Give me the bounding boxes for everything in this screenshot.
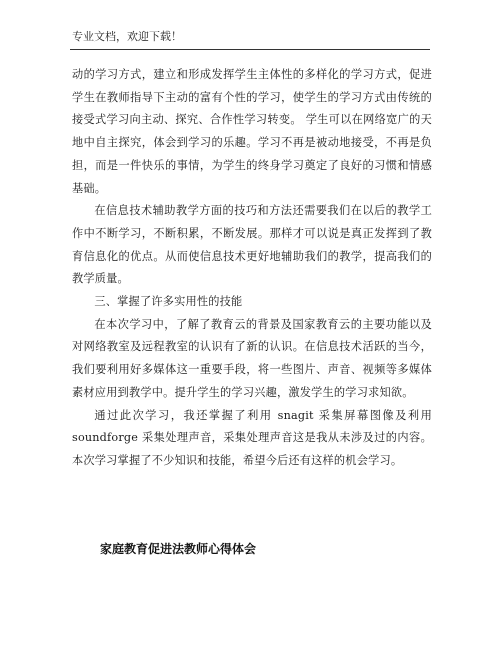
- next-article-title: 家庭教育促进法教师心得体会: [100, 542, 257, 556]
- section-heading-skills: 三、掌握了许多实用性的技能: [94, 295, 243, 309]
- page-header: 专业文档，欢迎下载！: [72, 30, 182, 43]
- paragraph-education-cloud: 在本次学习中，了解了教育云的背景及国家教育云的主要功能以及对网络教室及远程教室的认识有了新的认识。在信息技术活跃的当今，我们要利用好多媒体这一重要手段，将一些图片、声音、视频等多媒体素材应用到教学中。提升学生的学习兴趣，激发学生的学习求知欲。: [72, 317, 432, 399]
- paragraph-learning-style: 动的学习方式，建立和形成发挥学生主体性的多样化的学习方式，促进学生在教师指导下主动的富有个性的学习，使学生的学习方式由传统的接受式学习向主动、探究、合作性学习转变。 学生可以在网络宽广的天地中自主探究，体会到学习的乐趣。学习不再是被动地接受，不再是负担，而是一件快乐的事情，为学生的终身学习奠定了良好的习惯和情感基础。: [72, 68, 432, 195]
- paragraph-it-teaching: 在信息技术辅助教学方面的技巧和方法还需要我们在以后的教学工作中不断学习，不断积累，不断发展。那样才可以说是真正发挥到了教育信息化的优点。从而使信息技术更好地辅助我们的教学，提高我们的教学质量。: [72, 204, 432, 286]
- header-divider: [70, 49, 430, 50]
- paragraph-snagit-soundforge: 通过此次学习，我还掌握了利用 snagit 采集屏幕图像及利用 soundforge 采集处理声音，采集处理声音这是我从未涉及过的内容。本次学习掌握了不少知识和技能，希望今后还有这样的机会学习。: [72, 408, 432, 467]
- document-body: [72, 64, 432, 473]
